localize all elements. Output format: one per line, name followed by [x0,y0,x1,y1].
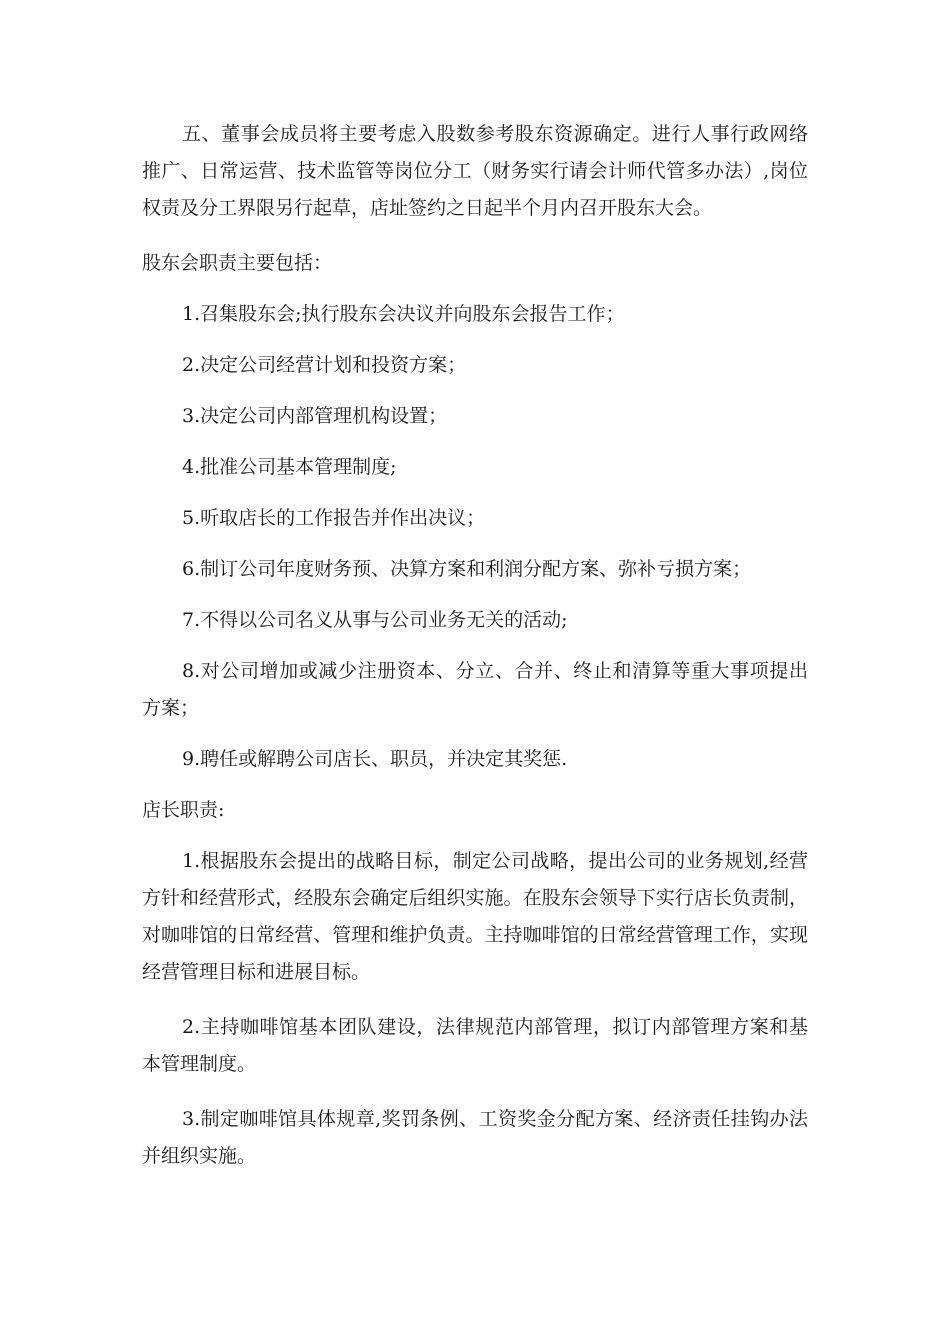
shareholder-duties-heading: 股东会职责主要包括： [142,252,333,274]
shareholder-duty-item: 6.制订公司年度财务预、决算方案和利润分配方案、弥补亏损方案； [182,558,752,580]
shareholder-duty-item: 3.决定公司内部管理机构设置； [182,405,448,427]
shareholder-duty-item: 1.召集股东会;执行股东会决议并向股东会报告工作； [182,303,625,325]
manager-duties-heading: 店长职责: [142,799,225,821]
shareholder-duty-item: 5.听取店长的工作报告并作出决议； [182,507,486,529]
manager-duty-item: 3.制定咖啡馆具体规章,奖罚条例、工资奖金分配方案、经济责任挂钩办法并组织实施。 [142,1108,808,1167]
shareholder-duty-item: 7.不得以公司名义从事与公司业务无关的活动; [182,609,568,631]
shareholder-duty-item: 9.聘任或解聘公司店长、职员，并决定其奖惩. [182,748,568,770]
manager-duty-item: 1.根据股东会提出的战略目标，制定公司战略，提出公司的业务规划,经营方针和经营形式，经股东会确定后组织实施。在股东会领导下实行店长负责制，对咖啡馆的日常经营、管理和维护负责。主持咖啡馆的日常经营管理工作，实现经营管理目标和进展目标。 [142,850,808,983]
shareholder-duty-item: 4.批准公司基本管理制度; [182,456,397,478]
intro-paragraph: 五、董事会成员将主要考虑入股数参考股东资源确定。进行人事行政网络推广、日常运营、技术监管等岗位分工（财务实行请会计师代管多办法）,岗位权责及分工界限另行起草，店址签约之日起半个月内召开股东大会。 [142,123,808,219]
manager-duty-item: 2.主持咖啡馆基本团队建设，法律规范内部管理，拟订内部管理方案和基本管理制度。 [142,1016,808,1075]
document-body [142,116,808,1175]
shareholder-duty-item: 8.对公司增加或减少注册资本、分立、合并、终止和清算等重大事项提出方案； [142,660,808,719]
shareholder-duty-item: 2.决定公司经营计划和投资方案； [182,354,467,376]
